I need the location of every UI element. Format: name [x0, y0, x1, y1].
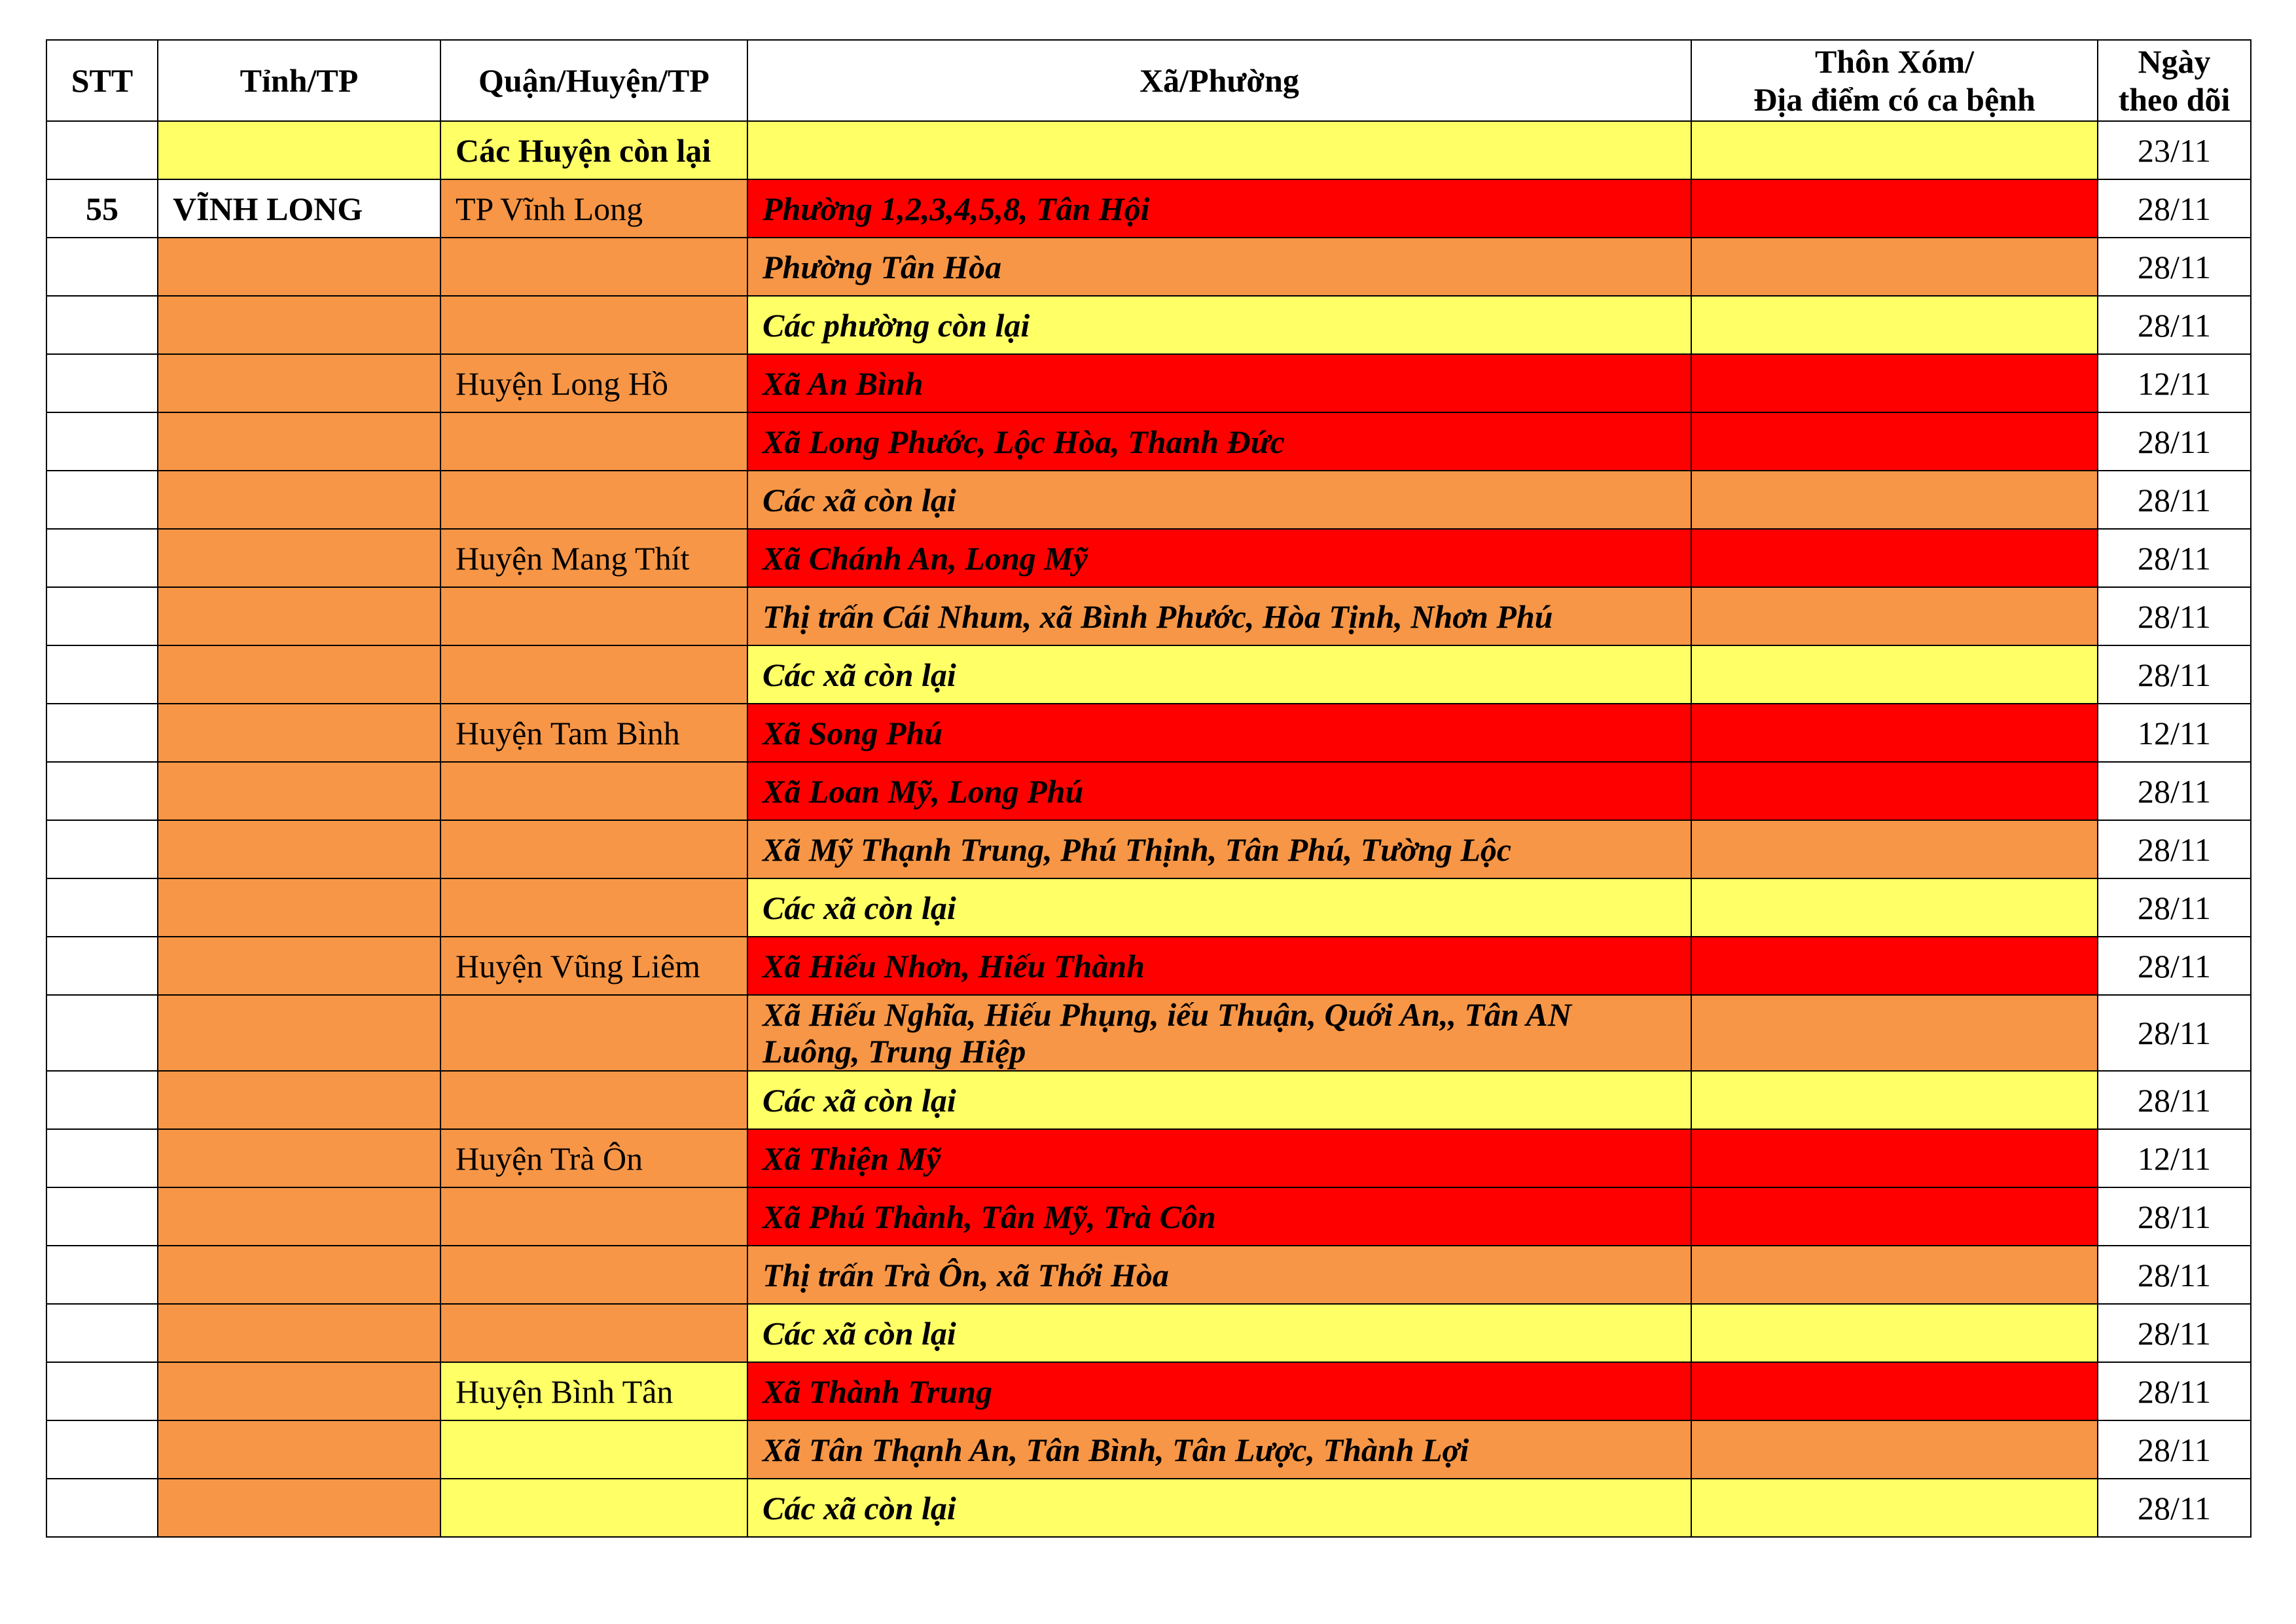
table-row: [46, 121, 2251, 179]
province-cell: [158, 704, 440, 762]
zone-table: [46, 39, 2251, 1538]
table-row: [46, 1304, 2251, 1362]
header-date-line2: theo dõi: [2118, 81, 2231, 118]
district-cell: [440, 1479, 747, 1537]
date-cell: 12/11: [2098, 354, 2251, 412]
hamlet-cell: [1691, 995, 2098, 1071]
stt-cell: [46, 1420, 158, 1479]
district-cell: [440, 238, 747, 296]
table-row: [46, 704, 2251, 762]
district-cell: Huyện Trà Ôn: [440, 1129, 747, 1187]
date-cell: 28/11: [2098, 937, 2251, 995]
date-cell: 28/11: [2098, 238, 2251, 296]
hamlet-cell: [1691, 471, 2098, 529]
table-row: [46, 1187, 2251, 1246]
date-cell: 28/11: [2098, 296, 2251, 354]
district-cell: [440, 587, 747, 645]
hamlet-cell: [1691, 937, 2098, 995]
province-cell: [158, 1304, 440, 1362]
ward-cell: Xã Hiếu Nghĩa, Hiếu Phụng, iếu Thuận, Quới An,, Tân AN Luông, Trung Hiệp: [747, 995, 1691, 1071]
stt-cell: [46, 354, 158, 412]
district-cell: [440, 1246, 747, 1304]
hamlet-cell: [1691, 121, 2098, 179]
ward-cell: Các xã còn lại: [747, 1479, 1691, 1537]
stt-cell: [46, 1479, 158, 1537]
district-cell: Huyện Tam Bình: [440, 704, 747, 762]
stt-cell: [46, 762, 158, 820]
stt-cell: [46, 995, 158, 1071]
table-row: [46, 820, 2251, 878]
stt-cell: [46, 1129, 158, 1187]
ward-cell: Các xã còn lại: [747, 645, 1691, 704]
table-row: [46, 412, 2251, 471]
header-date: [2098, 40, 2251, 121]
table-row: [46, 1479, 2251, 1537]
district-cell: [440, 878, 747, 937]
province-cell: VĨNH LONG: [158, 179, 440, 238]
hamlet-cell: [1691, 179, 2098, 238]
ward-cell: Thị trấn Trà Ôn, xã Thới Hòa: [747, 1246, 1691, 1304]
hamlet-cell: [1691, 1304, 2098, 1362]
date-cell: 28/11: [2098, 412, 2251, 471]
hamlet-cell: [1691, 412, 2098, 471]
province-cell: [158, 878, 440, 937]
district-cell: Huyện Vũng Liêm: [440, 937, 747, 995]
stt-cell: [46, 878, 158, 937]
province-cell: [158, 1362, 440, 1420]
ward-cell: Phường Tân Hòa: [747, 238, 1691, 296]
district-cell: [440, 296, 747, 354]
date-cell: 28/11: [2098, 1187, 2251, 1246]
district-cell: Huyện Bình Tân: [440, 1362, 747, 1420]
date-cell: 28/11: [2098, 762, 2251, 820]
date-cell: 28/11: [2098, 1362, 2251, 1420]
stt-cell: [46, 238, 158, 296]
hamlet-cell: [1691, 1479, 2098, 1537]
ward-cell: Phường 1,2,3,4,5,8, Tân Hội: [747, 179, 1691, 238]
date-cell: 12/11: [2098, 1129, 2251, 1187]
ward-cell: Xã Mỹ Thạnh Trung, Phú Thịnh, Tân Phú, Tường Lộc: [747, 820, 1691, 878]
province-cell: [158, 1071, 440, 1129]
ward-cell: Các xã còn lại: [747, 878, 1691, 937]
table-row: [46, 587, 2251, 645]
table-row: [46, 1129, 2251, 1187]
table-row: [46, 471, 2251, 529]
district-cell: Huyện Mang Thít: [440, 529, 747, 587]
hamlet-cell: [1691, 587, 2098, 645]
hamlet-cell: [1691, 1187, 2098, 1246]
table-row: [46, 878, 2251, 937]
header-hamlet: [1691, 40, 2098, 121]
header-district: Quận/Huyện/TP: [440, 40, 747, 121]
district-cell: [440, 1187, 747, 1246]
province-cell: [158, 1246, 440, 1304]
date-cell: 28/11: [2098, 995, 2251, 1071]
ward-cell: [747, 121, 1691, 179]
header-hamlet-line1: Thôn Xóm/: [1814, 43, 1975, 80]
ward-cell: Xã Chánh An, Long Mỹ: [747, 529, 1691, 587]
province-cell: [158, 820, 440, 878]
ward-cell: Xã Long Phước, Lộc Hòa, Thanh Đức: [747, 412, 1691, 471]
stt-cell: [46, 645, 158, 704]
hamlet-cell: [1691, 354, 2098, 412]
district-cell: [440, 995, 747, 1071]
province-cell: [158, 471, 440, 529]
district-cell: [440, 1071, 747, 1129]
district-cell: [440, 1304, 747, 1362]
table-row: [46, 762, 2251, 820]
header-province: Tỉnh/TP: [158, 40, 440, 121]
ward-cell: Xã Thiện Mỹ: [747, 1129, 1691, 1187]
hamlet-cell: [1691, 238, 2098, 296]
table-row: [46, 529, 2251, 587]
stt-cell: [46, 587, 158, 645]
stt-cell: 55: [46, 179, 158, 238]
hamlet-cell: [1691, 1420, 2098, 1479]
ward-cell: Xã An Bình: [747, 354, 1691, 412]
table-row: [46, 1362, 2251, 1420]
province-cell: [158, 1420, 440, 1479]
stt-cell: [46, 1304, 158, 1362]
ward-cell: Xã Phú Thành, Tân Mỹ, Trà Côn: [747, 1187, 1691, 1246]
stt-cell: [46, 1246, 158, 1304]
ward-cell: Thị trấn Cái Nhum, xã Bình Phước, Hòa Tịnh, Nhơn Phú: [747, 587, 1691, 645]
ward-cell: Xã Loan Mỹ, Long Phú: [747, 762, 1691, 820]
table-row: [46, 296, 2251, 354]
ward-cell: Các xã còn lại: [747, 471, 1691, 529]
province-cell: [158, 529, 440, 587]
stt-cell: [46, 412, 158, 471]
stt-cell: [46, 1071, 158, 1129]
province-cell: [158, 937, 440, 995]
hamlet-cell: [1691, 820, 2098, 878]
stt-cell: [46, 296, 158, 354]
hamlet-cell: [1691, 1362, 2098, 1420]
date-cell: 28/11: [2098, 1071, 2251, 1129]
province-cell: [158, 995, 440, 1071]
district-cell: [440, 471, 747, 529]
province-cell: [158, 412, 440, 471]
stt-cell: [46, 704, 158, 762]
province-cell: [158, 1479, 440, 1537]
hamlet-cell: [1691, 529, 2098, 587]
header-hamlet-line2: Địa điểm có ca bệnh: [1753, 81, 2036, 118]
hamlet-cell: [1691, 296, 2098, 354]
hamlet-cell: [1691, 762, 2098, 820]
stt-cell: [46, 1187, 158, 1246]
header-stt: STT: [46, 40, 158, 121]
ward-cell: Các xã còn lại: [747, 1071, 1691, 1129]
province-cell: [158, 354, 440, 412]
ward-cell: Xã Tân Thạnh An, Tân Bình, Tân Lược, Thành Lợi: [747, 1420, 1691, 1479]
table-row: [46, 1420, 2251, 1479]
date-cell: 28/11: [2098, 587, 2251, 645]
hamlet-cell: [1691, 1246, 2098, 1304]
hamlet-cell: [1691, 1071, 2098, 1129]
table-row: [46, 937, 2251, 995]
date-cell: 28/11: [2098, 1304, 2251, 1362]
province-cell: [158, 238, 440, 296]
date-cell: 12/11: [2098, 704, 2251, 762]
district-cell: [440, 762, 747, 820]
date-cell: 28/11: [2098, 645, 2251, 704]
hamlet-cell: [1691, 1129, 2098, 1187]
header-date-line1: Ngày: [2138, 43, 2211, 80]
table-body: [46, 121, 2251, 1537]
date-cell: 28/11: [2098, 179, 2251, 238]
table-row: [46, 1071, 2251, 1129]
hamlet-cell: [1691, 645, 2098, 704]
table-row: [46, 645, 2251, 704]
district-cell: [440, 820, 747, 878]
date-cell: 28/11: [2098, 529, 2251, 587]
hamlet-cell: [1691, 704, 2098, 762]
district-cell: Huyện Long Hồ: [440, 354, 747, 412]
stt-cell: [46, 529, 158, 587]
date-cell: 23/11: [2098, 121, 2251, 179]
ward-cell: Các phường còn lại: [747, 296, 1691, 354]
district-cell: [440, 645, 747, 704]
table-row: [46, 995, 2251, 1071]
province-cell: [158, 296, 440, 354]
hamlet-cell: [1691, 878, 2098, 937]
district-cell: [440, 1420, 747, 1479]
table-row: [46, 238, 2251, 296]
province-cell: [158, 762, 440, 820]
stt-cell: [46, 471, 158, 529]
ward-cell: Xã Thành Trung: [747, 1362, 1691, 1420]
table-row: [46, 179, 2251, 238]
ward-cell: Xã Hiếu Nhơn, Hiếu Thành: [747, 937, 1691, 995]
province-cell: [158, 645, 440, 704]
table-row: [46, 354, 2251, 412]
header-ward: Xã/Phường: [747, 40, 1691, 121]
district-cell: TP Vĩnh Long: [440, 179, 747, 238]
province-cell: [158, 587, 440, 645]
date-cell: 28/11: [2098, 471, 2251, 529]
date-cell: 28/11: [2098, 1246, 2251, 1304]
table-row: [46, 1246, 2251, 1304]
ward-cell: Xã Song Phú: [747, 704, 1691, 762]
stt-cell: [46, 1362, 158, 1420]
date-cell: 28/11: [2098, 820, 2251, 878]
stt-cell: [46, 121, 158, 179]
date-cell: 28/11: [2098, 1420, 2251, 1479]
date-cell: 28/11: [2098, 1479, 2251, 1537]
province-cell: [158, 1187, 440, 1246]
date-cell: 28/11: [2098, 878, 2251, 937]
province-cell: [158, 121, 440, 179]
province-cell: [158, 1129, 440, 1187]
stt-cell: [46, 937, 158, 995]
district-cell: Các Huyện còn lại: [440, 121, 747, 179]
ward-cell: Các xã còn lại: [747, 1304, 1691, 1362]
stt-cell: [46, 820, 158, 878]
district-cell: [440, 412, 747, 471]
header-row: [46, 40, 2251, 121]
